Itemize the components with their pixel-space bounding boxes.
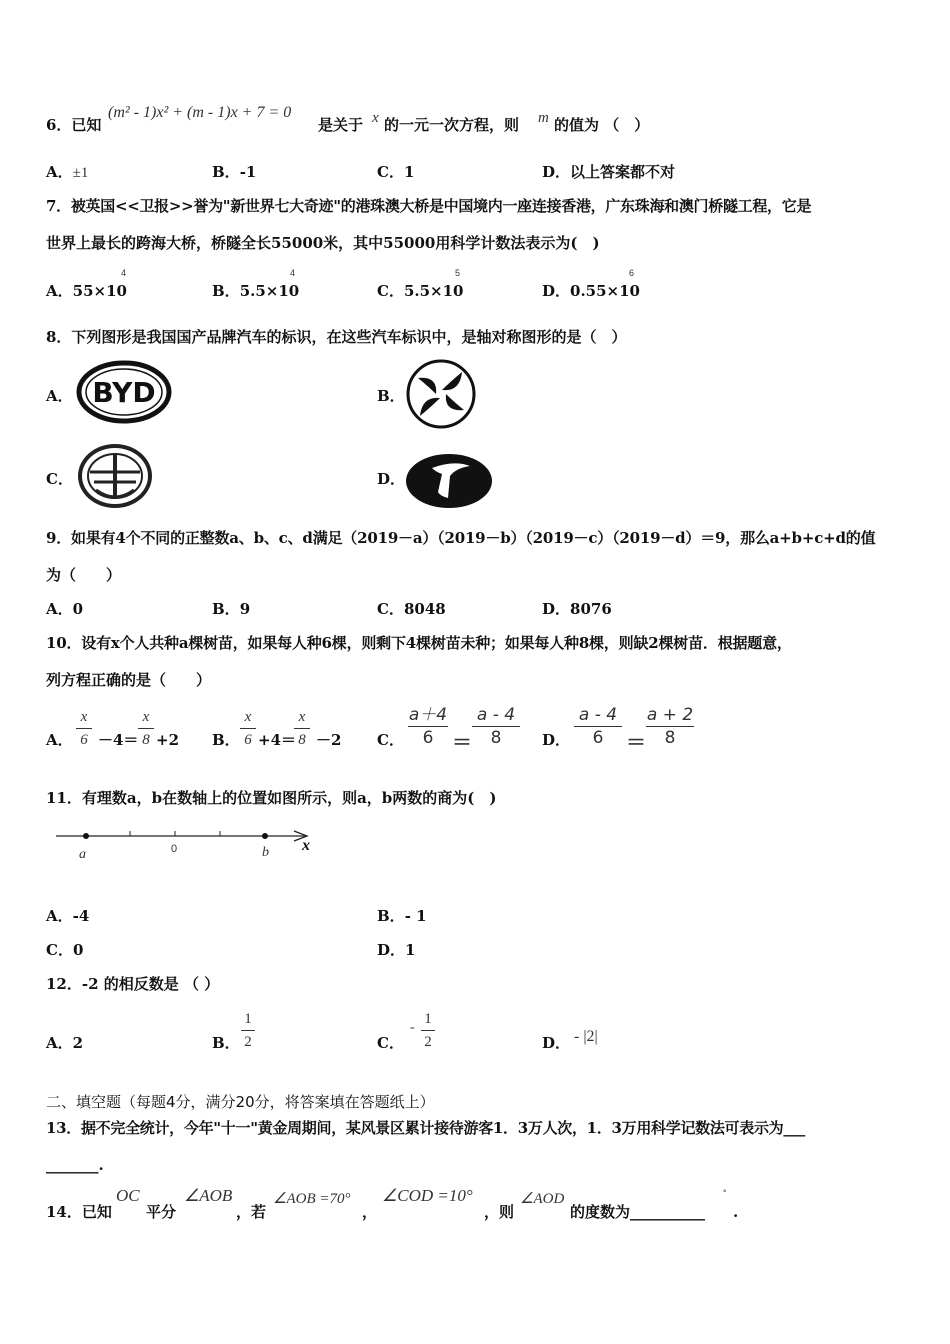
q10-c-frac-1: a＋4 6 — [408, 705, 448, 748]
q9-option-b[interactable]: B．9 — [212, 600, 251, 618]
q12-option-c-label[interactable]: C． — [377, 1034, 404, 1052]
q10-a-tail: +2 — [156, 731, 180, 749]
q7-option-a-exp: 4 — [121, 268, 127, 278]
q14-angle-aod: ∠AOD — [520, 1191, 565, 1207]
q10-line-2: 列方程正确的是（ ） — [46, 671, 212, 689]
q12-option-b-label[interactable]: B． — [212, 1034, 240, 1052]
q7-option-a[interactable]: A．55×10 — [46, 282, 127, 300]
q7-option-b-exp: 4 — [290, 268, 296, 278]
q10-b-frac-1: x 6 — [240, 708, 256, 749]
q12-c-sign: - — [410, 1020, 415, 1035]
q11-stem: 11．有理数a，b在数轴上的位置如图所示，则a，b两数的商为( ) — [46, 789, 497, 807]
q6-option-c[interactable]: C．1 — [377, 163, 415, 181]
q7-option-d[interactable]: D．0.55×10 — [542, 282, 640, 300]
q12-option-d-label[interactable]: D． — [542, 1034, 571, 1052]
q11-option-c[interactable]: C．0 — [46, 941, 84, 959]
label-x: x — [302, 837, 310, 854]
q9-line-2: 为（ ） — [46, 566, 122, 584]
q13-line-1: 13．据不完全统计，今年"十一"黄金周期间，某风景区累计接待游客1．3万人次，1．3万用科学记数法可表示为___ — [46, 1119, 805, 1137]
q7-option-c-exp: 5 — [455, 268, 461, 278]
q7-option-d-exp: 6 — [629, 268, 635, 278]
q11-option-a[interactable]: A．-4 — [46, 907, 90, 925]
q10-option-d-label[interactable]: D． — [542, 731, 571, 749]
q10-c-frac-2: a - 4 8 — [472, 706, 520, 747]
q14-text-2: ，若 — [236, 1203, 267, 1221]
point-b — [262, 833, 268, 839]
q10-line-1: 10．设有x个人共种a棵树苗，如果每人种6棵，则剩下4棵树苗未种；如果每人种8棵，则缺2棵树苗．根据题意， — [46, 634, 792, 652]
q6-number: 6．已知 — [46, 116, 102, 134]
q10-b-middle: +4＝ — [258, 731, 297, 749]
q10-d-frac-2: a + 2 8 — [646, 705, 694, 748]
hafei-logo-icon[interactable] — [404, 452, 494, 510]
label-zero: 0 — [171, 843, 178, 855]
q10-option-a-label[interactable]: A． — [46, 731, 73, 749]
label-a: a — [79, 847, 86, 862]
q6-var-x: x — [372, 110, 379, 126]
q6-text-2: 的一元一次方程，则 — [384, 116, 520, 134]
point-a — [83, 833, 89, 839]
q9-option-c[interactable]: C．8048 — [377, 600, 446, 618]
q14-text-4: ，则 — [484, 1203, 515, 1221]
q10-a-frac-2: x 8 — [138, 708, 154, 749]
q8-option-a-label[interactable]: A． — [46, 387, 73, 405]
label-b: b — [262, 845, 269, 860]
q14-period: . — [733, 1203, 739, 1221]
q7-line-2: 世界上最长的跨海大桥，桥隧全长55000米，其中55000用科学计数法表示为( ) — [46, 234, 600, 252]
q9-option-d[interactable]: D．8076 — [542, 600, 612, 618]
q8-option-d-label[interactable]: D． — [377, 470, 406, 488]
q6-text-3: 的值为 （ ） — [554, 116, 650, 134]
q14-condition-1: ∠AOB =70° — [273, 1191, 351, 1207]
q10-b-frac-2: x 8 — [294, 708, 310, 749]
q10-option-c-label[interactable]: C． — [377, 731, 404, 749]
number-line-figure — [50, 822, 330, 866]
byd-logo-icon[interactable] — [76, 360, 172, 424]
q12-c-fraction: 1 2 — [421, 1010, 435, 1051]
q9-line-1: 9．如果有4个不同的正整数a、b、c、d满足（2019－a）（2019－b）（2019－c）（2019－d）＝9，那么a+b+c+d的值 — [46, 529, 876, 547]
dongfeng-logo-icon[interactable] — [404, 358, 478, 430]
q10-d-equals: ＝ — [626, 732, 646, 754]
q10-a-frac-1: x 6 — [76, 708, 92, 749]
q14-text-1: 平分 — [146, 1203, 177, 1221]
q14-text-5[interactable]: 的度数为__________ — [570, 1203, 706, 1221]
q9-option-a[interactable]: A．0 — [46, 600, 84, 618]
q6-option-a[interactable]: A．±1 — [46, 163, 89, 181]
q8-stem: 8．下列图形是我国国产品牌汽车的标识，在这些汽车标识中，是轴对称图形的是（ ） — [46, 328, 627, 346]
q7-option-c[interactable]: C．5.5×10 — [377, 282, 464, 300]
q6-option-d[interactable]: D．以上答案都不对 — [542, 163, 676, 181]
q7-option-b[interactable]: B．5.5×10 — [212, 282, 300, 300]
q6-option-b[interactable]: B．-1 — [212, 163, 257, 181]
q14-condition-2: ∠COD =10° — [382, 1186, 473, 1205]
byd-logo-text: BYD — [92, 376, 156, 409]
q12-option-a[interactable]: A．2 — [46, 1034, 84, 1052]
q6-stem — [46, 115, 101, 135]
q12-b-fraction: 1 2 — [241, 1010, 255, 1051]
q7-line-1: 7．被英国<<卫报>>誉为"新世界七大奇迹"的港珠澳大桥是中国境内一座连接香港，广东珠海和澳门桥隧工程，它是 — [46, 197, 812, 215]
q8-option-c-label[interactable]: C． — [46, 470, 73, 488]
q10-option-b-label[interactable]: B． — [212, 731, 240, 749]
q10-c-equals: ＝ — [452, 732, 472, 754]
brilliance-logo-icon[interactable] — [76, 442, 154, 510]
q6-equation: (m² - 1)x² + (m - 1)x + 7 = 0 — [108, 104, 292, 121]
q14-angle-aob: ∠AOB — [184, 1186, 233, 1205]
q10-d-frac-1: a - 4 6 — [574, 706, 622, 747]
q14-number: 14．已知 — [46, 1203, 112, 1221]
q10-b-tail: －2 — [316, 731, 342, 749]
q11-option-b[interactable]: B．- 1 — [377, 907, 427, 925]
q6-text-1: 是关于 — [318, 116, 364, 134]
q14-text-3: ， — [362, 1203, 378, 1221]
section-2-title: 二、填空题（每题4分，满分20分，将答案填在答题纸上） — [46, 1093, 435, 1111]
q11-option-d[interactable]: D．1 — [377, 941, 416, 959]
q14-degree: ° — [723, 1188, 727, 1198]
q12-stem: 12．-2 的相反数是 （ ） — [46, 975, 220, 993]
q10-a-middle: －4＝ — [98, 731, 139, 749]
q8-option-b-label[interactable]: B． — [377, 387, 405, 405]
q6-var-m: m — [538, 110, 549, 126]
q14-oc: OC — [116, 1186, 140, 1205]
q12-d-value: - |2| — [574, 1028, 598, 1045]
q13-line-2: _______. — [46, 1156, 104, 1174]
